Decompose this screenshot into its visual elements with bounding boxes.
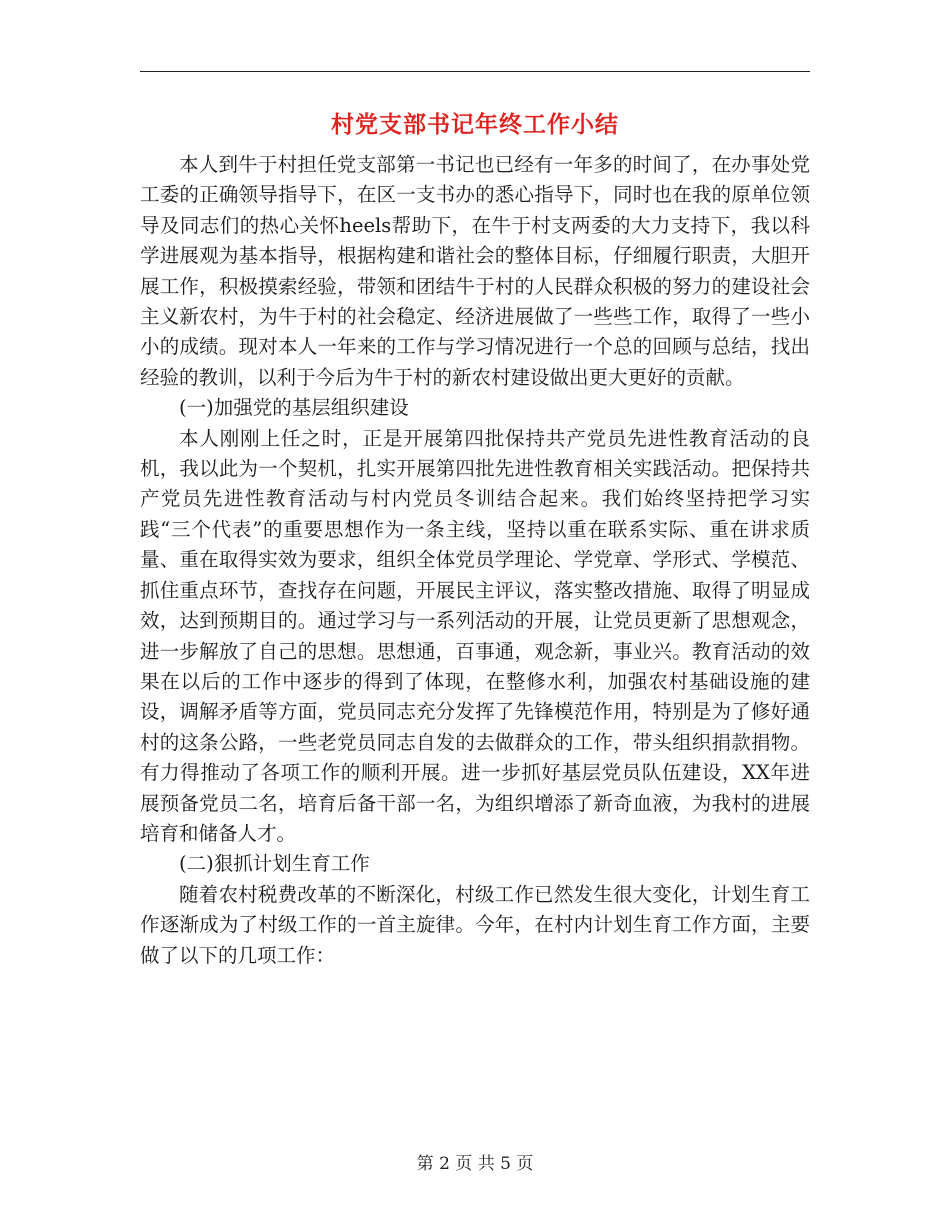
header-rule xyxy=(140,71,810,72)
paragraph-section-1: 本人刚刚上任之时，正是开展第四批保持共产党员先进性教育活动的良机，我以此为一个契机，扎实开展第四批先进性教育相关实践活动。把保持共产党员先进性教育活动与村内党员冬训结合起来。我们始终坚持把学习实践“三个代表”的重要思想作为一条主线，坚持以重在联系实际、重在讲求质量、重在取得实效为要求，组织全体党员学理论、学党章、学形式、学模范、抓住重点环节，查找存在问题，开展民主评议，落实整改措施、取得了明显成效，达到预期目的。通过学习与一系列活动的开展，让党员更新了思想观念，进一步解放了自己的思想。思想通，百事通，观念新，事业兴。教育活动的效果在以后的工作中逐步的得到了体现，在整修水利，加强农村基础设施的建设，调解矛盾等方面，党员同志充分发挥了先锋模范作用，特别是为了修好通村的这条公路，一些老党员同志自发的去做群众的工作，带头组织捐款捐物。有力得推动了各项工作的顺利开展。进一步抓好基层党员队伍建设，XX年进展预备党员二名，培育后备干部一名，为组织增添了新奇血液，为我村的进展培育和储备人才。 xyxy=(140,426,810,845)
paragraph-intro: 本人到牛于村担任党支部第一书记也已经有一年多的时间了，在办事处党工委的正确领导指导下，在区一支书办的悉心指导下，同时也在我的原单位领导及同志们的热心关怀heels帮助下，在牛于村支两委的大力支持下，我以科学进展观为基本指导，根据构建和谐社会的整体目标，仔细履行职责，大胆开展工作，积极摸索经验，带领和团结牛于村的人民群众积极的努力的建设社会主义新农村，为牛于村的社会稳定、经济进展做了一些些工作，取得了一些小小的成绩。现对本人一年来的工作与学习情况进行一个总的回顾与总结，找出经验的教训，以利于今后为牛于村的新农村建设做出更大更好的贡献。 xyxy=(140,153,810,389)
page-number-footer: 第 2 页 共 5 页 xyxy=(416,1154,534,1174)
paragraph-section-2: 随着农村税费改革的不断深化，村级工作已然发生很大变化，计划生育工作逐渐成为了村级工作的一首主旋律。今年，在村内计划生育工作方面，主要做了以下的几项工作： xyxy=(140,882,810,967)
section-heading-1: (一)加强党的基层组织建设 xyxy=(179,396,409,420)
document-body xyxy=(140,150,810,971)
section-heading-2: (二)狠抓计划生育工作 xyxy=(179,852,370,876)
document-title: 村党支部书记年终工作小结 xyxy=(331,111,619,138)
